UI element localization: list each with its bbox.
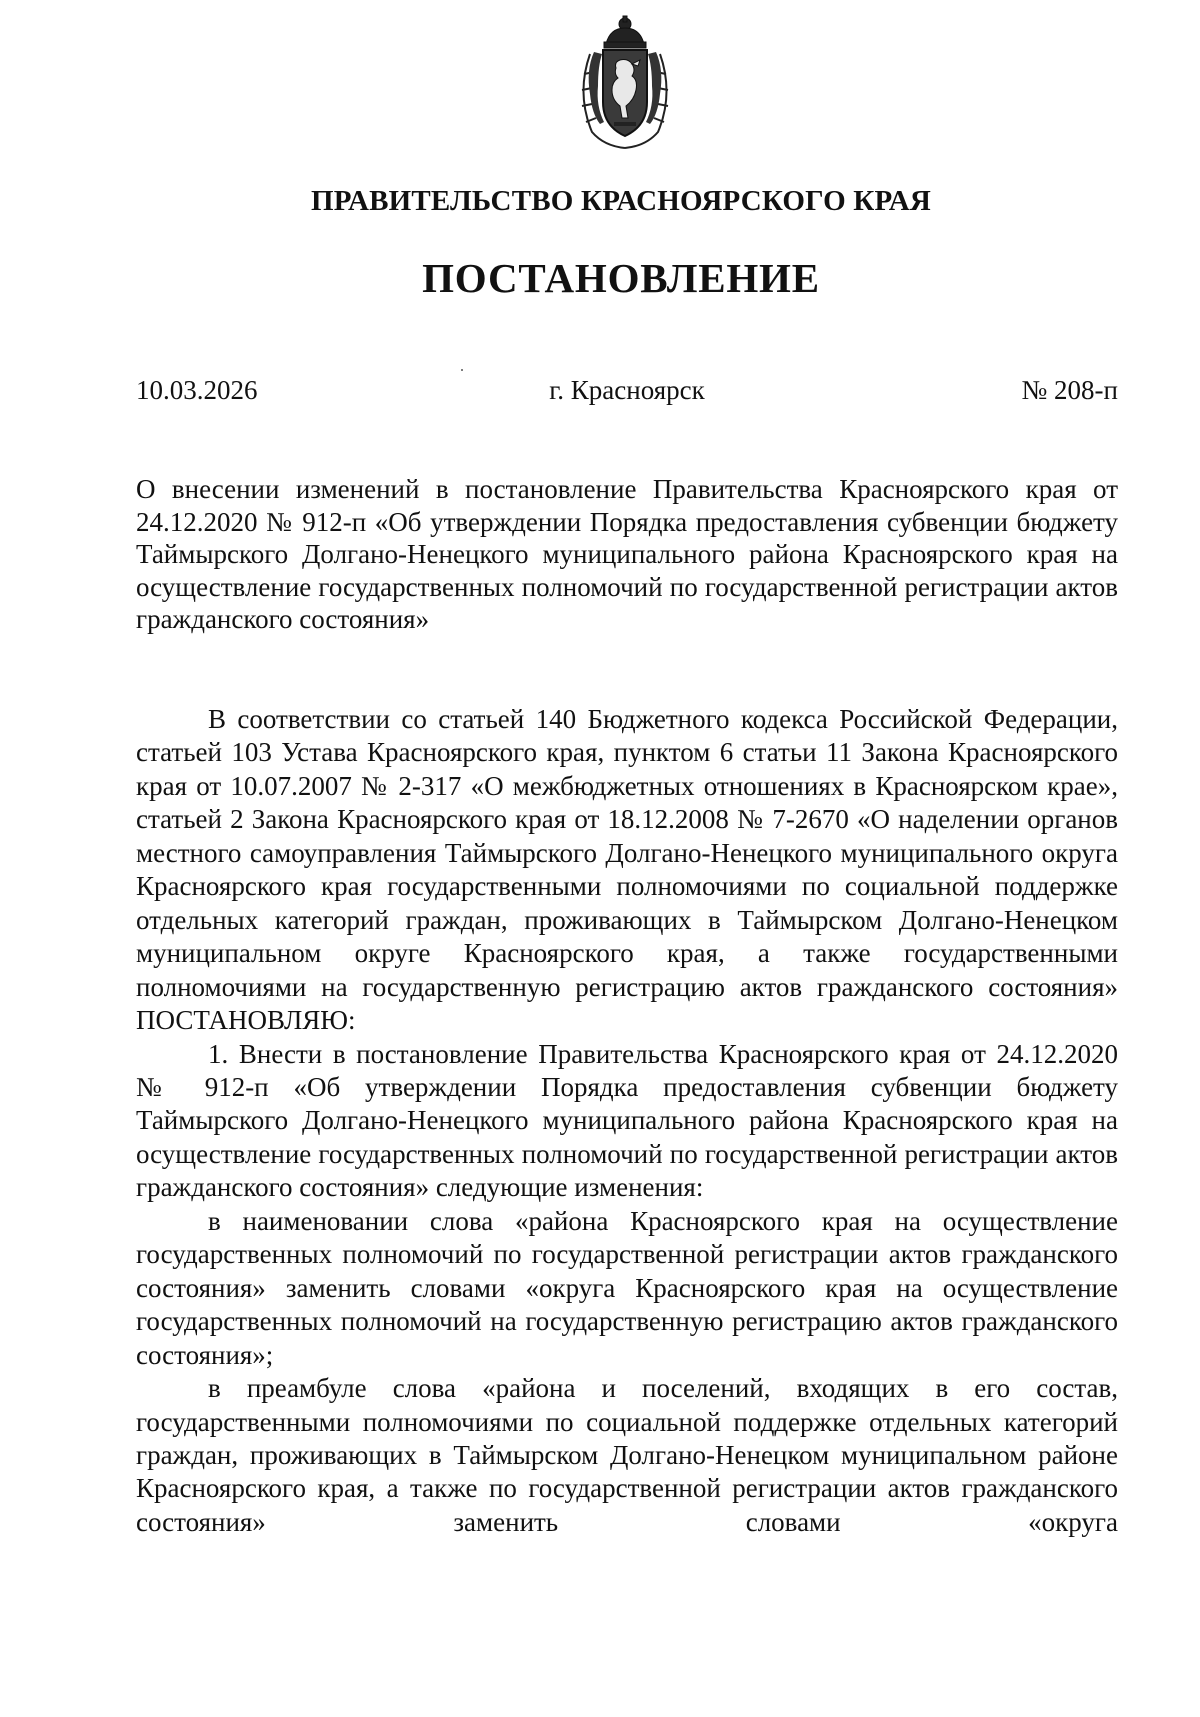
- document-date: 10.03.2026: [136, 375, 258, 405]
- body-item-1: 1. Внести в постановление Правительства Красноярского края от 24.12.2020 № 912-п «Об утверждении Порядка предоставления субвенции бюджету Таймырского Долгано-Ненецкого муниципального района Красноярского края на осуществление государственных полномочий по государственной регистрации актов гражданского состояния» следующие изменения:: [136, 1038, 1118, 1203]
- body-preamble: В соответствии со статьей 140 Бюджетного кодекса Российской Федерации, статьей 103 Устава Красноярского края, пунктом 6 статьи 11 Закона Красноярского края от 10.07.2007 № 2-317 «О межбюджетных отношениях в Красноярском крае», статьей 2 Закона Красноярского края от 18.12.2008 № 7-2670 «О наделении органов местного самоуправления Таймырского Долгано-Ненецкого муниципального округа Красноярского края государственными полномочиями по социальной поддержке отдельных категорий граждан, проживающих в Таймырском Долгано-Ненецком муниципальном округе Красноярского края, а также государственными полномочиями на государственную регистрацию актов гражданского состояния» ПОСТАНОВЛЯЮ:: [136, 704, 1118, 1036]
- coat-of-arms-icon: [570, 14, 680, 154]
- document-body: [136, 703, 1118, 1539]
- document-meta-row: [136, 375, 1118, 415]
- document-number: № 208-п: [1021, 375, 1118, 405]
- body-change-2: в преамбуле слова «района и поселений, входящих в его состав, государственными полномочиями по социальной поддержке отдельных категорий граждан, проживающих в Таймырском Долгано-Ненецком муниципальном районе Красноярского края, а также по государственной регистрации актов гражданского состояния» заменить словами «округа: [136, 1373, 1118, 1537]
- scan-speck: [461, 369, 463, 371]
- document-type-title: ПОСТАНОВЛЕНИЕ: [422, 255, 820, 301]
- organization-title: ПРАВИТЕЛЬСТВО КРАСНОЯРСКОГО КРАЯ: [310, 185, 932, 217]
- document-city: г. Красноярск: [549, 375, 705, 405]
- document-subject: О внесении изменений в постановление Правительства Красноярского края от 24.12.2020 № 912-п «Об утверждении Порядка предоставления субвенции бюджету Таймырского Долгано-Ненецкого муниципального района Красноярского края на осуществление государственных полномочий по государственной регистрации актов гражданского состояния»: [136, 474, 1118, 635]
- body-change-1: в наименовании слова «района Красноярского края на осуществление государственных полномочий по государственной регистрации актов гражданского состояния» заменить словами «округа Красноярского края на осуществление государственных полномочий на государственную регистрацию актов гражданского состояния»;: [136, 1205, 1118, 1370]
